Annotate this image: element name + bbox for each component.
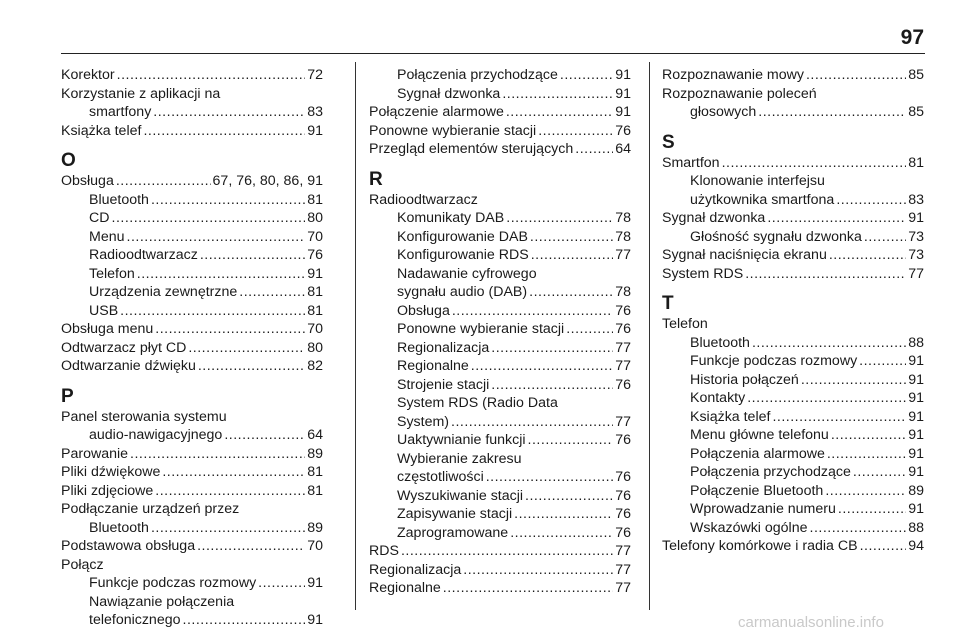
page-reference: 91 — [615, 104, 631, 120]
index-subentry — [369, 209, 631, 228]
page-number: 97 — [900, 26, 924, 49]
index-entry — [662, 209, 924, 228]
index-term: Konfigurowanie RDS — [397, 247, 529, 263]
page-reference: 70 — [307, 321, 323, 337]
index-term: USB — [89, 302, 119, 319]
index-section-letter: O — [61, 150, 76, 171]
dot-leader — [117, 66, 306, 85]
index-subentry — [61, 103, 323, 122]
page-reference: 73 — [908, 247, 924, 263]
index-term: Zapisywanie stacji — [397, 506, 513, 522]
page-reference: 83 — [908, 191, 924, 208]
index-term: Obsługa — [397, 302, 450, 319]
dot-leader — [491, 339, 613, 358]
index-term: Połączenia przychodzące — [690, 464, 851, 480]
page-reference: 80 — [307, 210, 323, 226]
dot-leader — [831, 426, 906, 445]
index-column-3 — [662, 66, 924, 556]
dot-leader — [401, 542, 613, 561]
dot-leader — [258, 574, 305, 593]
index-subentry — [61, 209, 323, 228]
index-subentry-heading: Wybieranie zakresu — [397, 450, 522, 467]
dot-leader — [566, 320, 613, 339]
dot-leader — [112, 209, 306, 228]
page-reference: 72 — [307, 67, 323, 83]
dot-leader — [486, 468, 613, 487]
index-term: Sygnał dzwonka — [397, 85, 501, 102]
dot-leader — [772, 408, 906, 427]
page-reference: 82 — [307, 358, 323, 374]
index-term: Książka telef — [690, 408, 771, 425]
index-subentry — [369, 413, 631, 432]
page-reference: 76 — [615, 506, 631, 522]
index-entry — [61, 445, 323, 464]
dot-leader — [491, 376, 613, 395]
page-reference: 91 — [307, 575, 323, 591]
index-term: Uaktywnianie funkcji — [397, 432, 526, 448]
page-reference: 76 — [615, 524, 631, 541]
dot-leader — [443, 579, 613, 598]
page-reference: 81 — [307, 191, 323, 208]
page-reference: 80 — [307, 339, 323, 356]
index-term: telefonicznego — [89, 612, 181, 628]
index-entry — [61, 463, 323, 482]
index-section-letter: R — [369, 168, 383, 190]
index-subentry — [662, 482, 924, 501]
dot-leader — [120, 302, 305, 321]
index-term: głosowych — [690, 104, 757, 120]
dot-leader — [151, 519, 305, 538]
index-entry — [369, 579, 631, 598]
page-reference: 91 — [908, 371, 924, 388]
page-reference: 91 — [908, 427, 924, 443]
index-term: Historia połączeń — [690, 371, 799, 388]
index-column-2 — [369, 66, 631, 598]
dot-leader — [758, 103, 906, 122]
index-subentry — [61, 283, 323, 302]
index-subentry — [369, 468, 631, 487]
dot-leader — [752, 334, 906, 353]
index-term: System) — [397, 413, 450, 430]
index-term: Kontakty — [690, 390, 746, 406]
dot-leader — [530, 228, 613, 247]
index-subentry — [662, 352, 924, 371]
index-subentry — [61, 574, 323, 593]
column-divider — [649, 62, 650, 610]
index-term: Połączenia przychodzące — [397, 67, 558, 83]
index-section-letter: S — [662, 131, 675, 153]
page-reference: 89 — [307, 445, 323, 462]
dot-leader — [137, 265, 305, 284]
dot-leader — [452, 302, 613, 321]
index-subentry — [369, 66, 631, 85]
dot-leader — [155, 482, 305, 501]
page-reference: 91 — [908, 210, 924, 226]
page-reference: 77 — [615, 339, 631, 356]
index-subentry — [61, 426, 323, 445]
index-entry — [662, 154, 924, 173]
index-term: Radioodtwarzacz — [89, 247, 198, 263]
index-subentry — [369, 302, 631, 321]
index-entry — [61, 172, 323, 191]
dot-leader — [864, 228, 906, 247]
dot-leader — [197, 537, 305, 556]
index-term: Telefon — [89, 265, 135, 282]
index-term: Strojenie stacji — [397, 376, 490, 393]
index-subentry — [662, 426, 924, 445]
index-subentry — [662, 389, 924, 408]
page-reference: 76 — [615, 122, 631, 139]
dot-leader — [510, 524, 613, 543]
page-reference: 81 — [307, 302, 323, 319]
page-reference: 77 — [615, 580, 631, 596]
page-reference: 70 — [307, 538, 323, 554]
index-subentry — [61, 519, 323, 538]
dot-leader — [767, 209, 906, 228]
dot-leader — [463, 561, 613, 580]
index-subentry — [369, 524, 631, 543]
index-entry — [61, 482, 323, 501]
dot-leader — [525, 487, 613, 506]
index-subentry — [369, 85, 631, 104]
index-subentry — [662, 500, 924, 519]
dot-leader — [859, 352, 906, 371]
index-entry-heading: Telefon — [662, 316, 708, 332]
page-reference: 77 — [908, 265, 924, 282]
page-reference: 91 — [307, 265, 323, 282]
index-subentry — [61, 246, 323, 265]
index-term: Urządzenia zewnętrzne — [89, 284, 238, 300]
header-rule — [61, 53, 925, 54]
index-subentry — [61, 265, 323, 284]
index-subentry — [662, 103, 924, 122]
page-reference: 89 — [307, 519, 323, 536]
index-term: Korektor — [61, 67, 115, 83]
page-reference: 77 — [615, 247, 631, 263]
index-term: Książka telef — [61, 122, 142, 139]
page-reference: 77 — [615, 543, 631, 559]
dot-leader — [722, 154, 907, 173]
page-reference: 91 — [908, 445, 924, 462]
index-term: Telefony komórkowe i radia CB — [662, 538, 858, 554]
page-reference: 76 — [615, 432, 631, 448]
dot-leader — [155, 320, 305, 339]
index-term: Podstawowa obsługa — [61, 538, 196, 554]
index-section-letter: T — [662, 293, 674, 314]
index-entry-heading: Radioodtwarzacz — [369, 191, 478, 208]
index-term: Połączenie alarmowe — [369, 104, 504, 120]
page-reference: 91 — [908, 390, 924, 406]
dot-leader — [451, 413, 613, 432]
index-subentry — [369, 431, 631, 450]
index-term: Obsługa — [61, 173, 114, 189]
index-term: Bluetooth — [89, 519, 149, 536]
index-subentry-heading: Nawiązanie połączenia — [89, 593, 235, 610]
index-entry — [61, 122, 323, 141]
dot-leader — [747, 389, 906, 408]
index-term: Bluetooth — [690, 334, 750, 351]
page-reference: 78 — [615, 284, 631, 300]
dot-leader — [502, 85, 613, 104]
page-reference: 64 — [615, 141, 631, 157]
dot-leader — [188, 339, 305, 358]
index-subentry-heading: System RDS (Radio Data — [397, 395, 558, 411]
index-term: Zaprogramowane — [397, 524, 509, 541]
index-entry — [61, 66, 323, 85]
dot-leader — [143, 122, 305, 141]
page-reference: 91 — [908, 353, 924, 369]
dot-leader — [531, 246, 614, 265]
index-term: częstotliwości — [397, 469, 484, 485]
page-reference: 91 — [908, 501, 924, 517]
watermark: carmanualsonline.info — [738, 614, 884, 631]
index-term: Smartfon — [662, 154, 720, 171]
index-term: Regionalizacja — [397, 339, 490, 356]
index-term: Sygnał dzwonka — [662, 210, 766, 226]
index-subentry — [369, 339, 631, 358]
index-term: Wyszukiwanie stacji — [397, 487, 524, 504]
dot-leader — [529, 283, 613, 302]
page-reference: 91 — [615, 67, 631, 83]
page-reference: 76 — [615, 469, 631, 485]
dot-leader — [116, 172, 211, 191]
page-reference: 78 — [615, 228, 631, 245]
index-column-1 — [61, 66, 323, 630]
index-entry — [662, 66, 924, 85]
page-reference: 91 — [307, 122, 323, 139]
dot-leader — [239, 283, 305, 302]
index-term: Komunikaty DAB — [397, 210, 505, 226]
dot-leader — [827, 445, 906, 464]
index-term: Menu — [89, 228, 125, 245]
page-reference: 88 — [908, 334, 924, 351]
index-subentry — [61, 228, 323, 247]
page-reference: 94 — [908, 538, 924, 554]
dot-leader — [575, 140, 613, 159]
page-reference: 70 — [307, 228, 323, 245]
index-term: Odtwarzanie dźwięku — [61, 358, 196, 374]
index-entry — [61, 537, 323, 556]
index-entry — [369, 103, 631, 122]
index-term: Połączenia alarmowe — [690, 445, 825, 462]
index-term: sygnału audio (DAB) — [397, 284, 528, 300]
index-subentry — [369, 357, 631, 376]
page-reference: 91 — [908, 408, 924, 425]
dot-leader — [198, 357, 305, 376]
index-subentry — [369, 320, 631, 339]
index-term: Pliki dźwiękowe — [61, 464, 161, 480]
page-reference: 81 — [307, 482, 323, 499]
index-term: Ponowne wybieranie stacji — [397, 321, 565, 337]
index-term: Regionalne — [369, 580, 441, 596]
index-entry — [369, 122, 631, 141]
index-subentry — [369, 246, 631, 265]
index-term: Funkcje podczas rozmowy — [89, 575, 257, 591]
index-term: System RDS — [662, 265, 744, 282]
index-term: Bluetooth — [89, 191, 149, 208]
dot-leader — [806, 66, 906, 85]
index-entry-heading: Podłączanie urządzeń przez — [61, 501, 240, 517]
dot-leader — [153, 103, 305, 122]
index-subentry — [369, 228, 631, 247]
page-reference: 77 — [615, 413, 631, 430]
index-term: smartfony — [89, 104, 152, 120]
index-entry — [61, 320, 323, 339]
page-reference: 91 — [615, 85, 631, 102]
page-reference: 73 — [908, 228, 924, 245]
index-term: audio-nawigacyjnego — [89, 427, 223, 443]
index-entry-heading: Połącz — [61, 556, 104, 573]
index-term: Głośność sygnału dzwonka — [690, 228, 862, 245]
page-reference: 64 — [307, 427, 323, 443]
index-entry — [369, 140, 631, 159]
page-reference: 88 — [908, 519, 924, 536]
page-reference: 67, 76, 80, 86, 91 — [212, 173, 323, 189]
index-term: Menu główne telefonu — [690, 427, 829, 443]
index-subentry — [61, 611, 323, 630]
index-term: Obsługa menu — [61, 321, 154, 337]
index-subentry — [662, 463, 924, 482]
index-subentry — [662, 191, 924, 210]
dot-leader — [151, 191, 305, 210]
index-term: Regionalizacja — [369, 561, 462, 578]
dot-leader — [162, 463, 305, 482]
dot-leader — [528, 431, 614, 450]
index-subentry — [662, 334, 924, 353]
index-entry-heading: Rozpoznawanie poleceń — [662, 85, 817, 102]
dot-leader — [506, 209, 613, 228]
index-subentry — [369, 487, 631, 506]
index-entry — [369, 561, 631, 580]
dot-leader — [506, 103, 613, 122]
page-reference: 76 — [615, 376, 631, 393]
index-subentry-heading: Nadawanie cyfrowego — [397, 265, 537, 282]
index-term: RDS — [369, 543, 399, 559]
index-term: Pliki zdjęciowe — [61, 482, 154, 499]
dot-leader — [838, 500, 906, 519]
index-term: CD — [89, 210, 110, 226]
index-entry — [61, 339, 323, 358]
page-reference: 78 — [615, 210, 631, 226]
index-term: Ponowne wybieranie stacji — [369, 122, 537, 139]
index-term: Rozpoznawanie mowy — [662, 67, 804, 83]
column-divider — [355, 62, 356, 610]
dot-leader — [801, 371, 906, 390]
dot-leader — [538, 122, 613, 141]
page-reference: 83 — [307, 104, 323, 120]
index-entry — [61, 357, 323, 376]
index-term: Funkcje podczas rozmowy — [690, 353, 858, 369]
dot-leader — [130, 445, 305, 464]
page-reference: 81 — [307, 284, 323, 300]
index-term: Parowanie — [61, 445, 129, 462]
index-subentry — [662, 371, 924, 390]
page-reference: 77 — [615, 561, 631, 578]
index-section-letter: P — [61, 385, 74, 407]
index-term: Regionalne — [397, 358, 469, 374]
index-entry — [369, 542, 631, 561]
page-reference: 85 — [908, 104, 924, 120]
index-subentry — [369, 283, 631, 302]
dot-leader — [183, 611, 306, 630]
dot-leader — [853, 463, 906, 482]
index-term: Sygnał naciśnięcia ekranu — [662, 247, 827, 263]
index-subentry — [662, 445, 924, 464]
index-subentry — [369, 376, 631, 395]
index-subentry — [61, 302, 323, 321]
index-term: użytkownika smartfona — [690, 191, 835, 208]
dot-leader — [825, 482, 906, 501]
page-reference: 77 — [615, 358, 631, 374]
index-subentry — [662, 519, 924, 538]
index-entry — [662, 537, 924, 556]
page-reference: 76 — [615, 487, 631, 504]
index-entry — [662, 246, 924, 265]
index-term: Konfigurowanie DAB — [397, 228, 528, 245]
dot-leader — [860, 537, 907, 556]
page-reference: 89 — [908, 482, 924, 499]
index-subentry — [662, 408, 924, 427]
dot-leader — [200, 246, 305, 265]
index-subentry-heading: Klonowanie interfejsu — [690, 173, 825, 189]
dot-leader — [810, 519, 907, 538]
dot-leader — [560, 66, 613, 85]
index-subentry — [662, 228, 924, 247]
page-reference: 85 — [908, 67, 924, 83]
page-reference: 81 — [307, 464, 323, 480]
index-term: Wskazówki ogólne — [690, 519, 808, 536]
index-term: Odtwarzacz płyt CD — [61, 339, 187, 356]
dot-leader — [471, 357, 613, 376]
page-reference: 76 — [307, 247, 323, 263]
dot-leader — [829, 246, 906, 265]
index-entry-heading: Korzystanie z aplikacji na — [61, 85, 221, 102]
page-reference: 76 — [615, 321, 631, 337]
index-term: Przegląd elementów sterujących — [369, 141, 574, 157]
page-reference: 76 — [615, 302, 631, 319]
page-reference: 91 — [908, 464, 924, 480]
dot-leader — [514, 505, 613, 524]
dot-leader — [127, 228, 306, 247]
page-reference: 81 — [908, 154, 924, 171]
index-entry — [662, 265, 924, 284]
index-subentry — [61, 191, 323, 210]
index-term: Połączenie Bluetooth — [690, 482, 824, 499]
dot-leader — [745, 265, 906, 284]
index-entry-heading: Panel sterowania systemu — [61, 408, 227, 425]
index-subentry — [369, 505, 631, 524]
page-reference: 91 — [307, 612, 323, 628]
dot-leader — [224, 426, 305, 445]
dot-leader — [836, 191, 906, 210]
index-term: Wprowadzanie numeru — [690, 501, 836, 517]
